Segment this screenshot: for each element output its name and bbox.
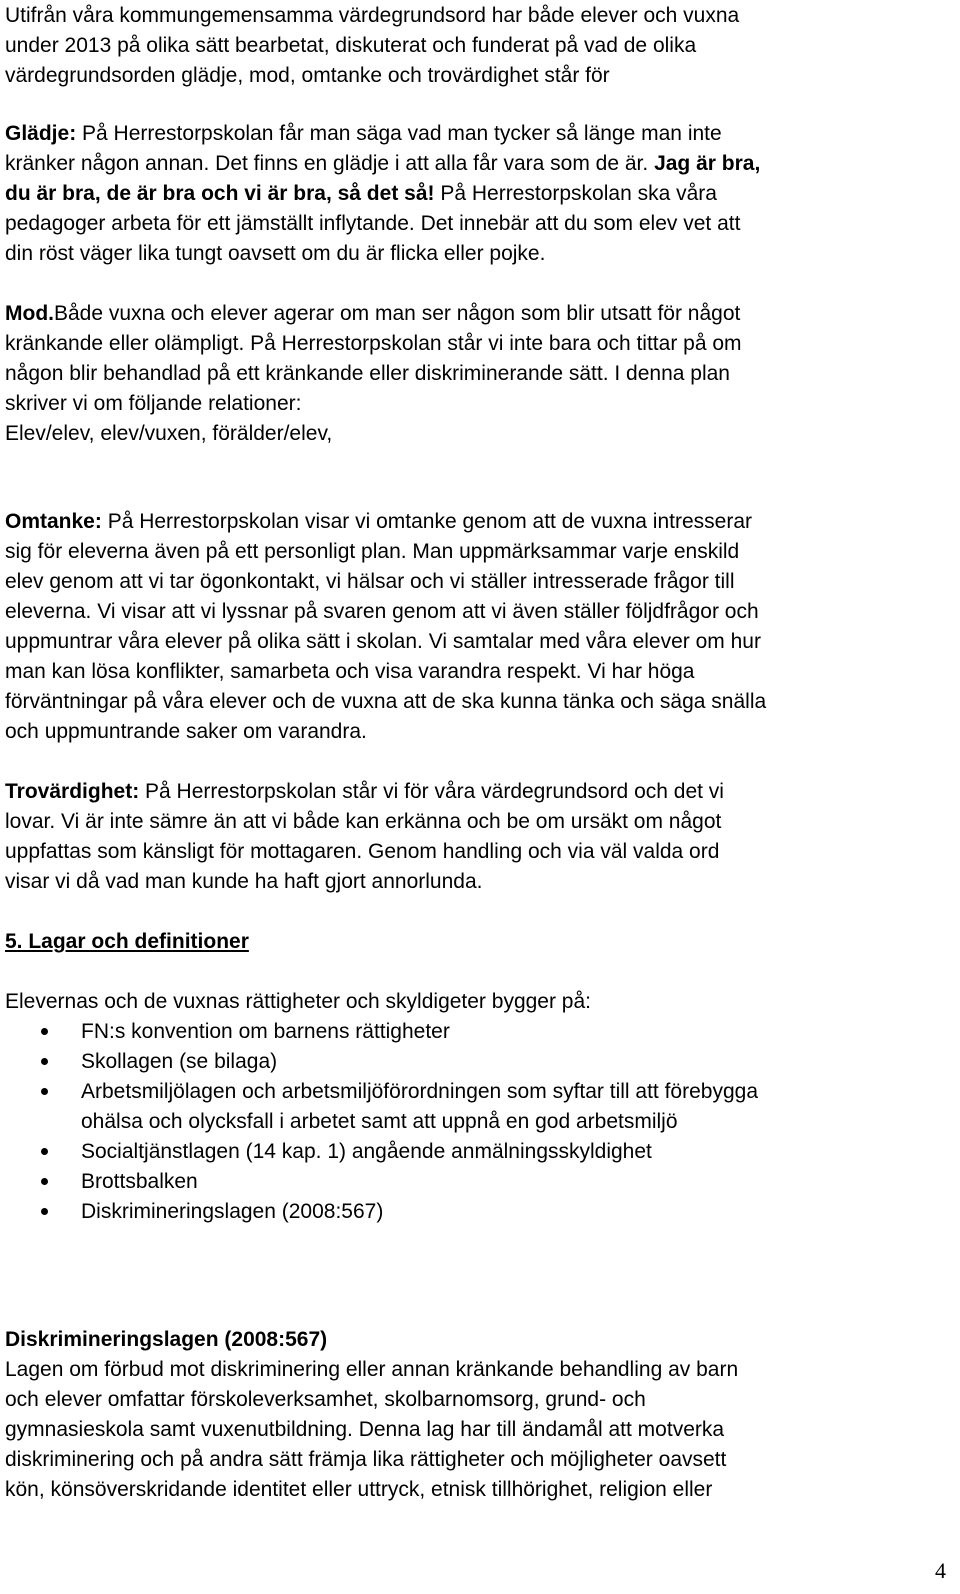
page-number: 4	[935, 1558, 946, 1583]
diskriminering-paragraph-line: gymnasieskola samt vuxenutbildning. Denna lag har till ändamål att motverka	[5, 1418, 725, 1441]
trovardighet-paragraph-line: visar vi då vad man kunde ha haft gjort annorlunda.	[5, 870, 483, 893]
bullet-icon	[41, 1148, 48, 1155]
subsection-heading: Diskrimineringslagen (2008:567)	[5, 1328, 328, 1351]
diskriminering-paragraph-line: Lagen om förbud mot diskriminering eller annan kränkande behandling av barn	[5, 1358, 739, 1381]
diskriminering-paragraph-line: diskriminering och på andra sätt främja lika rättigheter och möjligheter oavsett	[5, 1448, 727, 1471]
gladje-paragraph-line: kränker någon annan. Det finns en glädje i att alla får vara som de är. Jag är bra,	[5, 152, 761, 175]
bullet-icon	[41, 1208, 48, 1215]
trovardighet-paragraph-line: lovar. Vi är inte sämre än att vi både kan erkänna och be om ursäkt om något	[5, 810, 722, 833]
diskriminering-paragraph-line: och elever omfattar förskoleverksamhet, skolbarnomsorg, grund- och	[5, 1388, 646, 1411]
list-item: Brottsbalken	[81, 1170, 198, 1193]
diskriminering-paragraph-line: kön, könsöverskridande identitet eller uttryck, etnisk tillhörighet, religion eller	[5, 1478, 713, 1501]
trovardighet-paragraph-line: Trovärdighet: På Herrestorpskolan står vi för våra värdegrundsord och det vi	[5, 780, 724, 803]
gladje-heading: Glädje:	[5, 122, 77, 145]
list-item: Arbetsmiljölagen och arbetsmiljöförordningen som syftar till att förebygga	[81, 1080, 758, 1103]
mod-paragraph-line: skriver vi om följande relationer:	[5, 392, 302, 415]
bullet-icon	[41, 1058, 48, 1065]
bullet-icon	[41, 1028, 48, 1035]
omtanke-paragraph-line: elev genom att vi tar ögonkontakt, vi hälsar och vi ställer intresserade frågor till	[5, 570, 735, 593]
section-heading: 5. Lagar och definitioner	[5, 930, 249, 953]
omtanke-paragraph-line: Omtanke: På Herrestorpskolan visar vi omtanke genom att de vuxna intresserar	[5, 510, 752, 533]
mod-paragraph-line: Mod.Både vuxna och elever agerar om man ser någon som blir utsatt för något	[5, 302, 741, 325]
list-item: Skollagen (se bilaga)	[81, 1050, 278, 1073]
mod-heading: Mod.	[5, 302, 54, 325]
intro-line: värdegrundsorden glädje, mod, omtanke och trovärdighet står för	[5, 64, 610, 87]
section-lead: Elevernas och de vuxnas rättigheter och skyldigeter bygger på:	[5, 990, 592, 1013]
intro-line: Utifrån våra kommungemensamma värdegrundsord har både elever och vuxna	[5, 4, 740, 27]
omtanke-paragraph-line: man kan lösa konflikter, samarbeta och visa varandra respekt. Vi har höga	[5, 660, 695, 683]
gladje-paragraph-line: din röst väger lika tungt oavsett om du är flicka eller pojke.	[5, 242, 546, 265]
omtanke-heading: Omtanke:	[5, 510, 102, 533]
mod-paragraph-line: kränkande eller olämpligt. På Herrestorpskolan står vi inte bara och tittar på om	[5, 332, 742, 355]
omtanke-paragraph-line: sig för eleverna även på ett personligt plan. Man uppmärksammar varje enskild	[5, 540, 740, 563]
mod-paragraph-line: någon blir behandlad på ett kränkande eller diskriminerande sätt. I denna plan	[5, 362, 730, 385]
bullet-icon	[41, 1088, 48, 1095]
omtanke-paragraph-line: förväntningar på våra elever och de vuxna att de ska kunna tänka och säga snälla	[5, 690, 767, 713]
trovardighet-paragraph-line: uppfattas som känsligt för mottagaren. Genom handling och via väl valda ord	[5, 840, 720, 863]
gladje-paragraph-line: du är bra, de är bra och vi är bra, så det så! På Herrestorpskolan ska våra	[5, 182, 717, 205]
omtanke-paragraph-line: eleverna. Vi visar att vi lyssnar på svaren genom att vi även ställer följdfrågor och	[5, 600, 759, 623]
bullet-icon	[41, 1178, 48, 1185]
omtanke-paragraph-line: och uppmuntrande saker om varandra.	[5, 720, 367, 743]
intro-line: under 2013 på olika sätt bearbetat, diskuterat och funderat på vad de olika	[5, 34, 697, 57]
omtanke-paragraph-line: uppmuntrar våra elever på olika sätt i skolan. Vi samtalar med våra elever om hur	[5, 630, 761, 653]
list-item: Socialtjänstlagen (14 kap. 1) angående anmälningsskyldighet	[81, 1140, 652, 1163]
gladje-paragraph-line: pedagoger arbeta för ett jämställt inflytande. Det innebär att du som elev vet att	[5, 212, 741, 235]
list-item: FN:s konvention om barnens rättigheter	[81, 1020, 450, 1043]
list-item: Diskrimineringslagen (2008:567)	[81, 1200, 384, 1223]
gladje-paragraph-line: Glädje: På Herrestorpskolan får man säga vad man tycker så länge man inte	[5, 122, 722, 145]
trovardighet-heading: Trovärdighet:	[5, 780, 140, 803]
list-item-continuation: ohälsa och olycksfall i arbetet samt att uppnå en god arbetsmiljö	[81, 1110, 678, 1133]
mod-paragraph-line: Elev/elev, elev/vuxen, förälder/elev,	[5, 422, 333, 445]
